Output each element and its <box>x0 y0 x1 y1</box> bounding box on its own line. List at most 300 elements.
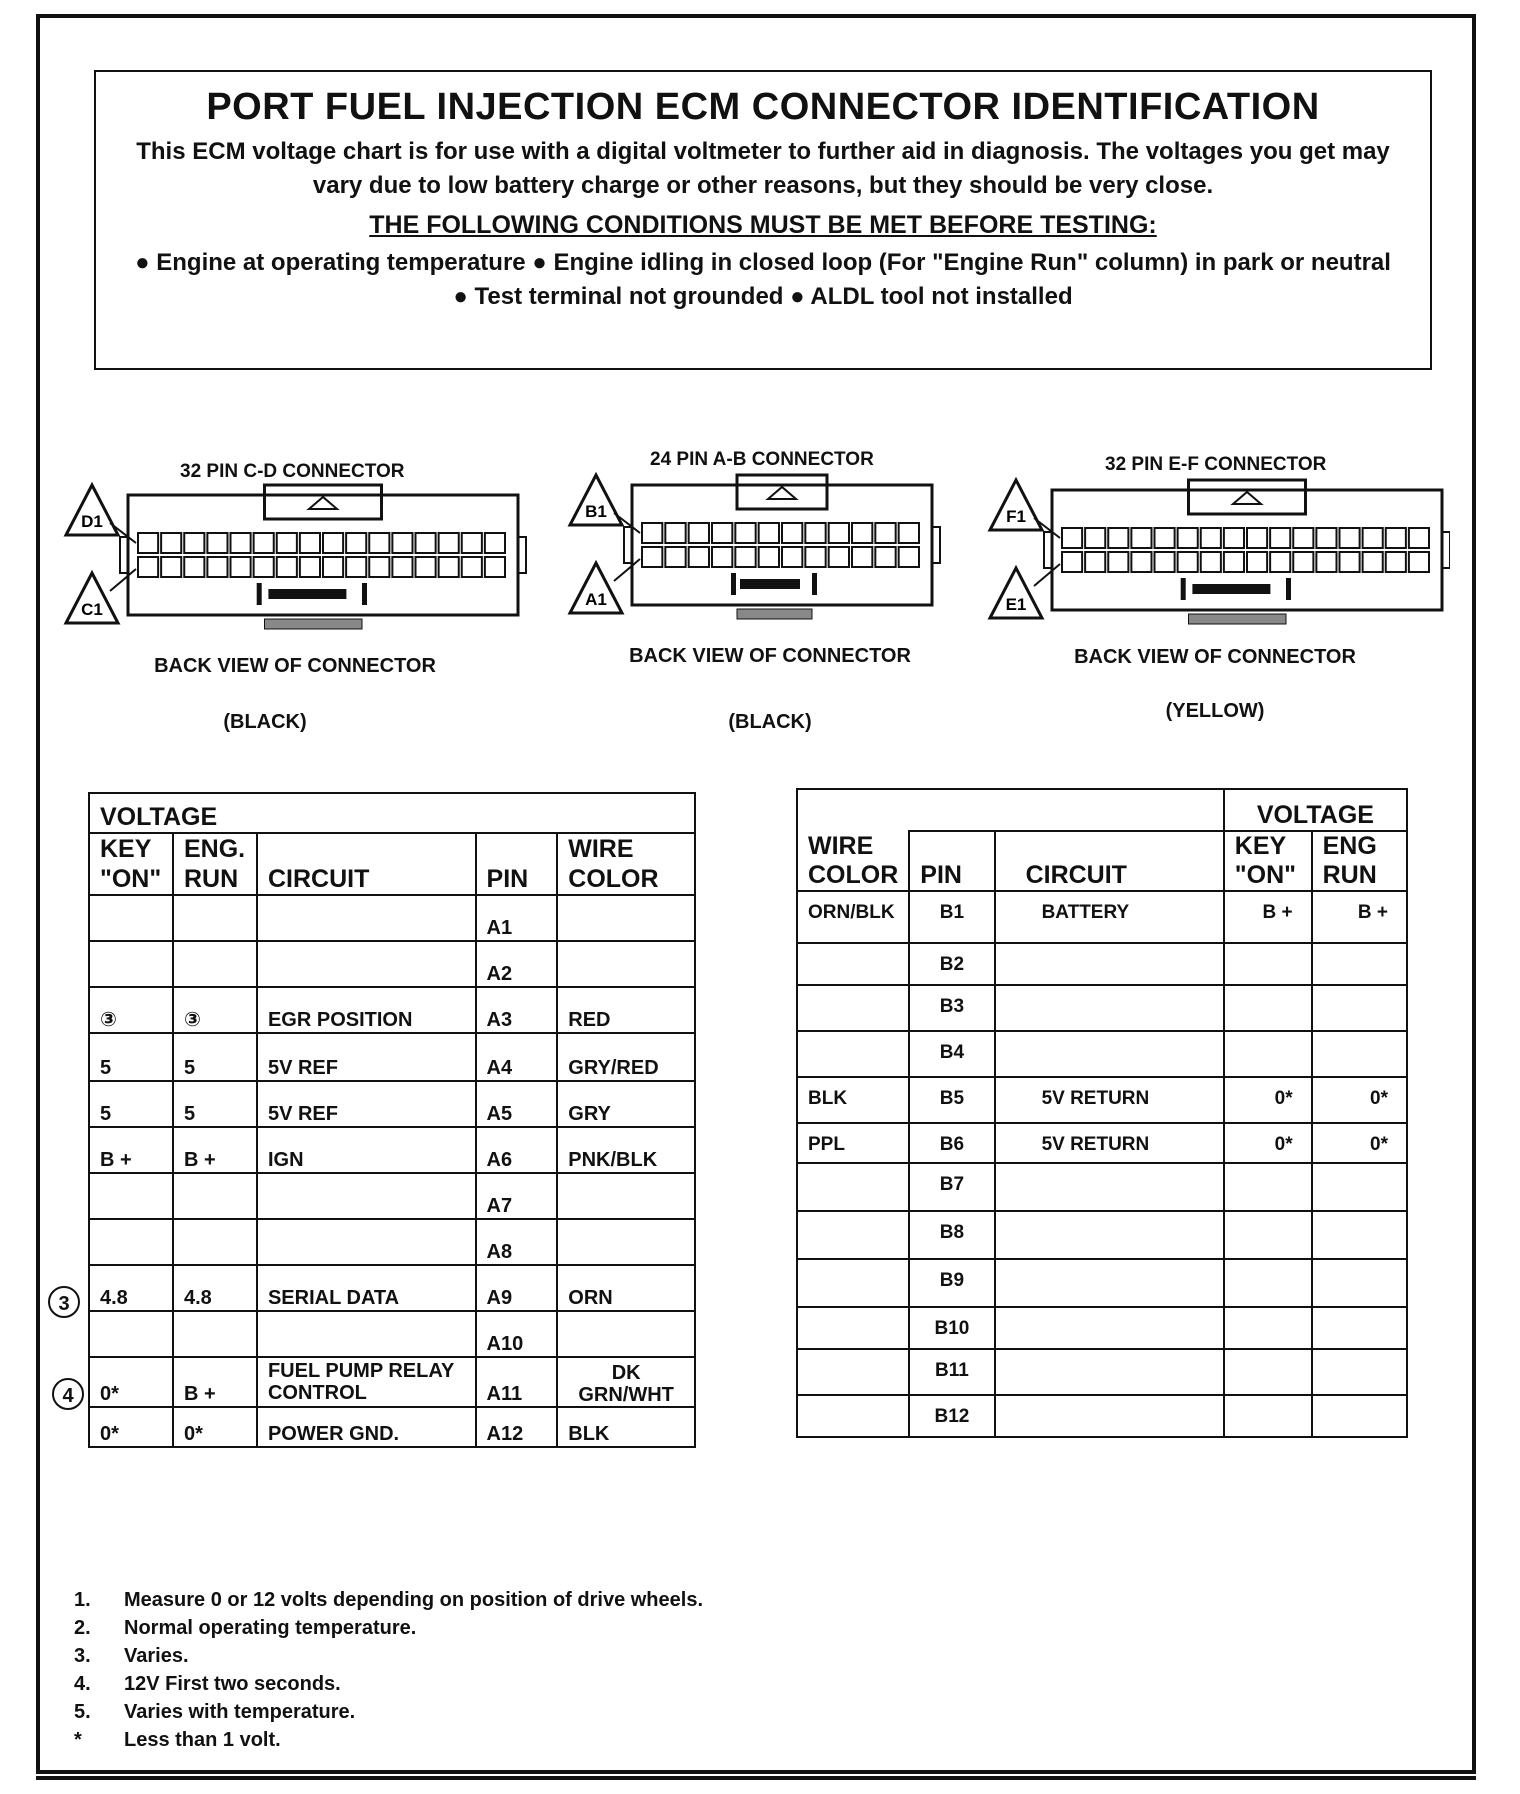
pin-cavity <box>161 533 181 553</box>
header-box <box>94 70 1432 370</box>
key-on-header: KEY "ON" <box>89 833 173 895</box>
pin-cavity <box>1108 552 1128 572</box>
pin-cavity <box>254 533 274 553</box>
connector-ab-drawing <box>560 465 980 655</box>
pin-cavity <box>1224 552 1244 572</box>
footnote-number: * <box>74 1729 82 1751</box>
cell-circuit: 5V RETURN <box>995 1123 1224 1163</box>
pin-cavity <box>642 523 662 543</box>
pin-cavity <box>1340 528 1360 548</box>
pin-cavity <box>184 533 204 553</box>
cell-eng <box>1312 985 1407 1031</box>
pin-cavity <box>1409 528 1429 548</box>
key-on-header: KEY "ON" <box>1224 831 1312 891</box>
table-row <box>797 1163 1407 1211</box>
cell-pin: A2 <box>476 941 558 987</box>
cell-circuit <box>257 941 476 987</box>
table-row <box>797 1123 1407 1163</box>
pin-cavity <box>782 547 802 567</box>
table-row <box>89 1265 695 1311</box>
pin-cavity <box>277 557 297 577</box>
blank-header-cell <box>797 789 1224 831</box>
pin-cavity <box>1201 552 1221 572</box>
key-post <box>812 573 817 595</box>
cell-circuit <box>995 1307 1224 1349</box>
cell-pin: B9 <box>909 1259 994 1307</box>
conditions-text: ● Engine at operating temperature ● Engine idling in closed loop (For "Engine Run" column) in park or neutral ● Test terminal not grounded ● ALDL tool not installed <box>135 249 1391 310</box>
pin-cavity <box>439 557 459 577</box>
footnote-text: Normal operating temperature. <box>124 1617 417 1639</box>
table-row <box>797 891 1407 943</box>
key-bar <box>268 589 346 599</box>
footnote-text: Varies with temperature. <box>124 1701 356 1723</box>
cell-pin: B6 <box>909 1123 994 1163</box>
cell-pin: B2 <box>909 943 994 985</box>
footnote-text: Varies. <box>124 1645 189 1667</box>
pin-cavity <box>1316 552 1336 572</box>
cell-circuit <box>257 1219 476 1265</box>
cell-wire <box>797 943 909 985</box>
bottom-pin-marker-label: A1 <box>585 590 607 609</box>
intro-text: This ECM voltage chart is for use with a digital voltmeter to further aid in diagnosis. The voltages you get may vary due to low battery charge or other reasons, but they should be very close. <box>136 138 1390 199</box>
pin-cavity <box>1340 552 1360 572</box>
eng-run-header: ENG RUN <box>1312 831 1407 891</box>
footnote-item <box>74 1670 703 1698</box>
cell-pin: B1 <box>909 891 994 943</box>
cell-wire <box>557 895 695 941</box>
pin-cavity <box>184 557 204 577</box>
pin-cavity <box>1363 552 1383 572</box>
cell-eng <box>1312 1395 1407 1437</box>
table-row <box>89 1033 695 1081</box>
key-post <box>257 583 262 605</box>
table-row <box>89 941 695 987</box>
pin-cavity <box>392 533 412 553</box>
pin-cavity <box>1293 552 1313 572</box>
cell-circuit <box>995 1031 1224 1077</box>
cell-circuit <box>995 1349 1224 1395</box>
pin-cavity <box>1155 528 1175 548</box>
connector-cd <box>50 455 540 735</box>
cell-key: 5 <box>89 1081 173 1127</box>
pin-cavity <box>207 557 227 577</box>
cell-wire: DK GRN/WHT <box>557 1357 695 1407</box>
cell-key: B + <box>1224 891 1312 943</box>
cell-wire: ORN/BLK <box>797 891 909 943</box>
pin-cavity <box>207 533 227 553</box>
cell-eng <box>173 1311 257 1357</box>
base-strip <box>265 619 363 629</box>
cell-key <box>89 1219 173 1265</box>
pin-cavity <box>1316 528 1336 548</box>
pin-cavity <box>1178 552 1198 572</box>
pin-cavity <box>852 547 872 567</box>
cell-circuit <box>257 1173 476 1219</box>
cell-key <box>1224 1259 1312 1307</box>
pin-table-a <box>88 792 696 1448</box>
cell-pin: A11 <box>476 1357 558 1407</box>
cell-key <box>1224 1349 1312 1395</box>
pin-cavity <box>161 557 181 577</box>
cell-eng <box>1312 1163 1407 1211</box>
pointer-line <box>1034 518 1060 538</box>
key-bar <box>1192 584 1270 594</box>
pin-cavity <box>1108 528 1128 548</box>
pointer-line <box>614 513 640 533</box>
conditions-heading: THE FOLLOWING CONDITIONS MUST BE MET BEFORE TESTING: <box>369 211 1157 239</box>
key-post <box>362 583 367 605</box>
table-row <box>89 1081 695 1127</box>
pin-cavity <box>1386 528 1406 548</box>
cell-wire <box>797 1163 909 1211</box>
cell-circuit: 5V REF <box>257 1081 476 1127</box>
cell-pin: A10 <box>476 1311 558 1357</box>
cell-eng <box>173 895 257 941</box>
pin-cavity <box>323 533 343 553</box>
cell-eng <box>1312 1031 1407 1077</box>
cell-circuit: 5V RETURN <box>995 1077 1224 1123</box>
pin-cavity <box>1085 528 1105 548</box>
cell-circuit: 5V REF <box>257 1033 476 1081</box>
bottom-pin-marker-label: C1 <box>81 600 103 619</box>
pin-cavity <box>346 533 366 553</box>
circuit-header: CIRCUIT <box>995 831 1224 891</box>
cell-circuit <box>995 943 1224 985</box>
pin-cavity <box>346 557 366 577</box>
pin-cavity <box>462 557 482 577</box>
cell-key <box>1224 1031 1312 1077</box>
cell-pin: A12 <box>476 1407 558 1447</box>
footnote-number: 4. <box>74 1673 91 1695</box>
pin-cavity <box>689 547 709 567</box>
cell-key: 0* <box>89 1407 173 1447</box>
voltage-header: VOLTAGE <box>89 793 695 833</box>
cell-circuit: SERIAL DATA <box>257 1265 476 1311</box>
pin-cavity <box>665 523 685 543</box>
cell-pin: A3 <box>476 987 558 1033</box>
key-post <box>1286 578 1291 600</box>
connector-ab <box>560 445 980 735</box>
pin-cavity <box>852 523 872 543</box>
footnote-item <box>74 1586 703 1614</box>
cell-wire <box>797 1307 909 1349</box>
pin-cavity <box>1270 552 1290 572</box>
cell-key: B + <box>89 1127 173 1173</box>
pin-cavity <box>829 523 849 543</box>
pin-cavity <box>1131 552 1151 572</box>
key-post <box>1181 578 1186 600</box>
pin-cavity <box>899 547 919 567</box>
cell-circuit <box>257 895 476 941</box>
table-row <box>797 1349 1407 1395</box>
cell-key <box>89 941 173 987</box>
pin-cavity <box>1247 552 1267 572</box>
base-strip <box>1189 614 1287 624</box>
pin-cavity <box>1293 528 1313 548</box>
connector-ef-drawing <box>980 470 1450 660</box>
cell-wire: BLK <box>797 1077 909 1123</box>
cell-wire <box>797 1259 909 1307</box>
cell-circuit: IGN <box>257 1127 476 1173</box>
cell-wire: BLK <box>557 1407 695 1447</box>
pin-cavity <box>369 557 389 577</box>
connector-view-label: BACK VIEW OF CONNECTOR <box>1074 646 1356 668</box>
cell-eng: 5 <box>173 1081 257 1127</box>
cell-eng <box>173 1173 257 1219</box>
cell-pin: B3 <box>909 985 994 1031</box>
note-marker-4: 4 <box>52 1378 84 1410</box>
wire-color-header: WIRE COLOR <box>557 833 695 895</box>
pin-cavity <box>1062 552 1082 572</box>
pin-cavity <box>805 523 825 543</box>
table-row <box>89 1407 695 1447</box>
cell-pin: A4 <box>476 1033 558 1081</box>
cell-eng: 5 <box>173 1033 257 1081</box>
connector-title: 32 PIN E-F CONNECTOR <box>1105 454 1327 475</box>
pin-cavity <box>138 557 158 577</box>
table-row <box>797 985 1407 1031</box>
latch-window <box>1189 480 1306 514</box>
pin-cavity <box>231 557 251 577</box>
cell-key <box>89 1173 173 1219</box>
cell-wire <box>797 1031 909 1077</box>
pin-cavity <box>369 533 389 553</box>
cell-circuit <box>995 1395 1224 1437</box>
cell-circuit <box>995 1259 1224 1307</box>
connector-title: 32 PIN C-D CONNECTOR <box>180 461 405 482</box>
cell-key <box>89 895 173 941</box>
cell-eng: B + <box>173 1357 257 1407</box>
circuit-header: CIRCUIT <box>257 833 476 895</box>
connector-view-label: BACK VIEW OF CONNECTOR <box>154 655 436 677</box>
table-row <box>797 943 1407 985</box>
cell-eng: B + <box>173 1127 257 1173</box>
cell-pin: A5 <box>476 1081 558 1127</box>
cell-circuit: POWER GND. <box>257 1407 476 1447</box>
pin-cavity <box>899 523 919 543</box>
footnote-text: 12V First two seconds. <box>124 1673 341 1695</box>
cell-wire <box>557 1219 695 1265</box>
cell-key <box>89 1311 173 1357</box>
cell-key: 0* <box>1224 1077 1312 1123</box>
cell-circuit <box>995 985 1224 1031</box>
cell-circuit <box>995 1163 1224 1211</box>
cell-pin: B11 <box>909 1349 994 1395</box>
pin-cavity <box>735 523 755 543</box>
pin-header: PIN <box>909 831 994 891</box>
footnote-number: 3. <box>74 1645 91 1667</box>
pin-cavity <box>875 523 895 543</box>
table-row <box>89 1311 695 1357</box>
pin-cavity <box>1085 552 1105 572</box>
cell-wire <box>557 941 695 987</box>
pin-cavity <box>759 547 779 567</box>
footnote-text: Less than 1 volt. <box>124 1729 281 1751</box>
cell-wire <box>797 1349 909 1395</box>
connector-ef <box>980 450 1450 735</box>
pin-cavity <box>1224 528 1244 548</box>
footnote-item <box>74 1698 703 1726</box>
pin-cavity <box>1201 528 1221 548</box>
cell-key <box>1224 1307 1312 1349</box>
pin-cavity <box>416 557 436 577</box>
cell-eng: ③ <box>173 987 257 1033</box>
cell-key: 0* <box>89 1357 173 1407</box>
arrow-up-icon <box>768 487 796 499</box>
cell-key <box>1224 985 1312 1031</box>
footnotes <box>74 1586 703 1754</box>
cell-pin: A7 <box>476 1173 558 1219</box>
pin-cavity <box>254 557 274 577</box>
wire-color-header: WIRE COLOR <box>797 831 909 891</box>
footnote-number: 2. <box>74 1617 91 1639</box>
pin-cavity <box>1270 528 1290 548</box>
cell-circuit: EGR POSITION <box>257 987 476 1033</box>
cell-eng: 0* <box>1312 1123 1407 1163</box>
cell-wire <box>797 1211 909 1259</box>
cell-eng <box>1312 1307 1407 1349</box>
table-row <box>89 1173 695 1219</box>
cell-pin: B10 <box>909 1307 994 1349</box>
pin-cavity <box>1155 552 1175 572</box>
cell-eng: 0* <box>1312 1077 1407 1123</box>
pin-cavity <box>462 533 482 553</box>
pin-cavity <box>712 523 732 543</box>
cell-eng <box>1312 1349 1407 1395</box>
pin-cavity <box>782 523 802 543</box>
table-row <box>797 1077 1407 1123</box>
pin-cavity <box>1386 552 1406 572</box>
footnote-item <box>74 1726 703 1754</box>
table-row <box>797 1031 1407 1077</box>
pin-cavity <box>829 547 849 567</box>
cell-key <box>1224 1211 1312 1259</box>
pin-cavity <box>805 547 825 567</box>
cell-circuit <box>995 1211 1224 1259</box>
pin-cavity <box>485 533 505 553</box>
cell-key: 4.8 <box>89 1265 173 1311</box>
connector-view-label: BACK VIEW OF CONNECTOR <box>629 645 911 667</box>
cell-wire: PNK/BLK <box>557 1127 695 1173</box>
table-row <box>89 1127 695 1173</box>
pin-table-b <box>796 788 1408 1438</box>
table-row <box>797 1211 1407 1259</box>
cell-eng <box>173 941 257 987</box>
cell-wire: RED <box>557 987 695 1033</box>
pin-cavity <box>439 533 459 553</box>
frame-bottom-rule <box>36 1776 1476 1780</box>
cell-key: ③ <box>89 987 173 1033</box>
pin-cavity <box>875 547 895 567</box>
cell-key: 0* <box>1224 1123 1312 1163</box>
pin-cavity <box>689 523 709 543</box>
connector-color-label: (BLACK) <box>223 711 307 733</box>
cell-pin: B8 <box>909 1211 994 1259</box>
pin-cavity <box>1178 528 1198 548</box>
footnote-text: Measure 0 or 12 volts depending on position of drive wheels. <box>124 1589 704 1611</box>
pin-cavity <box>392 557 412 577</box>
cell-wire <box>797 1395 909 1437</box>
page-title: PORT FUEL INJECTION ECM CONNECTOR IDENTIFICATION <box>206 86 1320 128</box>
cell-eng <box>1312 943 1407 985</box>
pointer-line <box>110 523 136 543</box>
table-row <box>797 1395 1407 1437</box>
top-pin-marker-label: D1 <box>81 512 103 531</box>
pin-cavity <box>300 533 320 553</box>
cell-pin: B7 <box>909 1163 994 1211</box>
table-row <box>89 987 695 1033</box>
cell-wire: GRY <box>557 1081 695 1127</box>
cell-wire: PPL <box>797 1123 909 1163</box>
cell-pin: B12 <box>909 1395 994 1437</box>
pin-cavity <box>323 557 343 577</box>
pin-cavity <box>277 533 297 553</box>
footnote-item <box>74 1642 703 1670</box>
latch-window <box>737 475 827 509</box>
pin-cavity <box>665 547 685 567</box>
table-row <box>89 1357 695 1407</box>
cell-pin: B4 <box>909 1031 994 1077</box>
cell-eng <box>1312 1259 1407 1307</box>
cell-pin: A8 <box>476 1219 558 1265</box>
pin-cavity <box>485 557 505 577</box>
cell-key <box>1224 1163 1312 1211</box>
cell-wire: ORN <box>557 1265 695 1311</box>
latch-window <box>265 485 382 519</box>
cell-eng: B + <box>1312 891 1407 943</box>
voltage-header: VOLTAGE <box>1224 789 1407 831</box>
key-bar <box>740 579 800 589</box>
pin-cavity <box>300 557 320 577</box>
cell-wire <box>557 1173 695 1219</box>
pin-cavity <box>416 533 436 553</box>
pin-cavity <box>735 547 755 567</box>
cell-key: 5 <box>89 1033 173 1081</box>
eng-run-header: ENG. RUN <box>173 833 257 895</box>
cell-wire: GRY/RED <box>557 1033 695 1081</box>
cell-circuit <box>257 1311 476 1357</box>
table-row <box>89 1219 695 1265</box>
cell-pin: A1 <box>476 895 558 941</box>
pin-cavity <box>231 533 251 553</box>
cell-pin: A9 <box>476 1265 558 1311</box>
footnote-item <box>74 1614 703 1642</box>
pin-cavity <box>712 547 732 567</box>
connector-title: 24 PIN A-B CONNECTOR <box>650 449 874 470</box>
arrow-up-icon <box>309 497 337 509</box>
cell-wire <box>557 1311 695 1357</box>
cell-pin: A6 <box>476 1127 558 1173</box>
pin-cavity <box>759 523 779 543</box>
cell-eng <box>1312 1211 1407 1259</box>
cell-key <box>1224 1395 1312 1437</box>
cell-circuit: BATTERY <box>995 891 1224 943</box>
pin-cavity <box>1247 528 1267 548</box>
connector-color-label: (YELLOW) <box>1165 700 1265 722</box>
arrow-up-icon <box>1233 492 1261 504</box>
cell-eng <box>173 1219 257 1265</box>
pin-cavity <box>642 547 662 567</box>
cell-wire <box>797 985 909 1031</box>
pin-cavity <box>1131 528 1151 548</box>
base-strip <box>737 609 812 619</box>
table-row <box>797 1307 1407 1349</box>
table-row <box>89 895 695 941</box>
connector-cd-drawing <box>50 475 540 665</box>
pin-cavity <box>1062 528 1082 548</box>
footnote-number: 1. <box>74 1589 91 1611</box>
pin-cavity <box>138 533 158 553</box>
